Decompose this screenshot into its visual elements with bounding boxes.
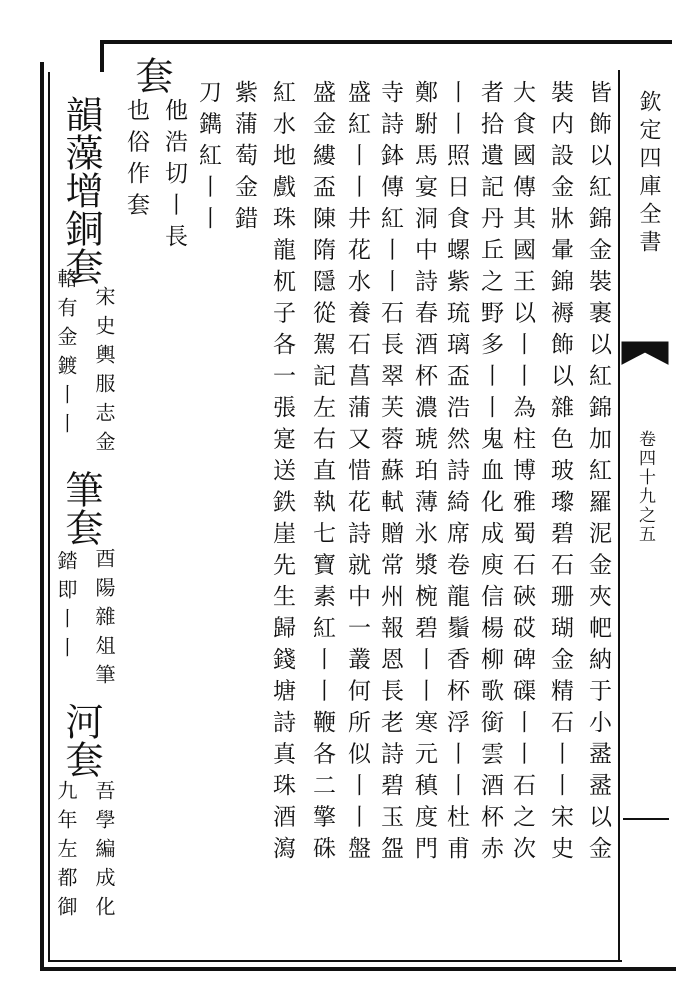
text-column-10: 紅水地戲珠龍杌子各一張寔送鉄崖先生歸錢塘詩真珠酒瀉 <box>269 80 295 868</box>
text-column-6: 鄭駙馬宴洞中詩春酒杯濃琥珀薄氷漿椀碧丨丨寒元稹度門 <box>411 80 437 868</box>
text-column-8: 盛紅丨丨井花水養石菖蒲又惜花詩就中一叢何所似丨丨盤 <box>344 80 370 868</box>
text-column-9: 盛金縷盃陳隋隱從駕記左右直執七寶素紅丨丨鞭各二擎硃 <box>309 80 335 868</box>
text-column-4: 者拾遺記丹丘之野多丨丨鬼血化成庾信楊柳歌銜雲酒杯赤 <box>477 80 503 868</box>
head-box-border <box>100 40 104 72</box>
gutter-border <box>618 70 620 962</box>
text-column-12: 刀鐫紅丨丨 <box>195 80 221 238</box>
volume-number: 卷四十九之五 <box>635 430 655 544</box>
text-column-11: 紫蒲萄金錯 <box>231 80 257 238</box>
fishtail-mark-icon <box>620 338 670 368</box>
bitao-headword: 筆套 <box>59 470 103 546</box>
yunzao-headword: 韻藻增銅套 <box>59 95 103 285</box>
bitao-note-1: 酉陽雜俎筆 <box>92 548 116 693</box>
top-border <box>100 40 672 44</box>
entry-pronunciation: 他浩切丨長 <box>161 98 187 256</box>
bitao-note-2: 錔即丨丨 <box>54 550 78 666</box>
hetao-headword: 河套 <box>59 702 103 778</box>
text-column-5: 丨丨照日食螺紫琉璃盃浩然詩綺席卷龍鬚香杯浮丨丨杜甫 <box>443 80 469 868</box>
text-column-3: 大食國傳其國王以丨丨為柱博雅蜀石硤砹碑磲丨丨石之次 <box>509 80 535 868</box>
yunzao-note-2: 輅有金鍍丨丨 <box>54 268 78 442</box>
gutter-rule <box>623 818 669 820</box>
entry-head-character: 套 <box>129 56 173 94</box>
hetao-note-1: 吾學編成化 <box>92 780 116 925</box>
entry-variant-note: 也俗作套 <box>123 98 149 224</box>
text-column-7: 寺詩鉢傳紅丨丨石長翠芙蓉蘇軾贈常州報恩長老詩碧玉盌 <box>377 80 403 868</box>
yunzao-note-1: 宋史輿服志金 <box>92 286 116 460</box>
text-column-1: 皆飾以紅錦金裝裹以紅錦加紅羅泥金夾帊納于小盝盝以金 <box>585 80 611 868</box>
text-column-2: 裝内設金牀暈錦褥飾以雜色玻瓈碧石珊瑚金精石丨丨宋史 <box>547 80 573 868</box>
hetao-note-2: 九年左都御 <box>54 780 78 925</box>
book-title: 欽定四庫全書 <box>636 90 661 258</box>
